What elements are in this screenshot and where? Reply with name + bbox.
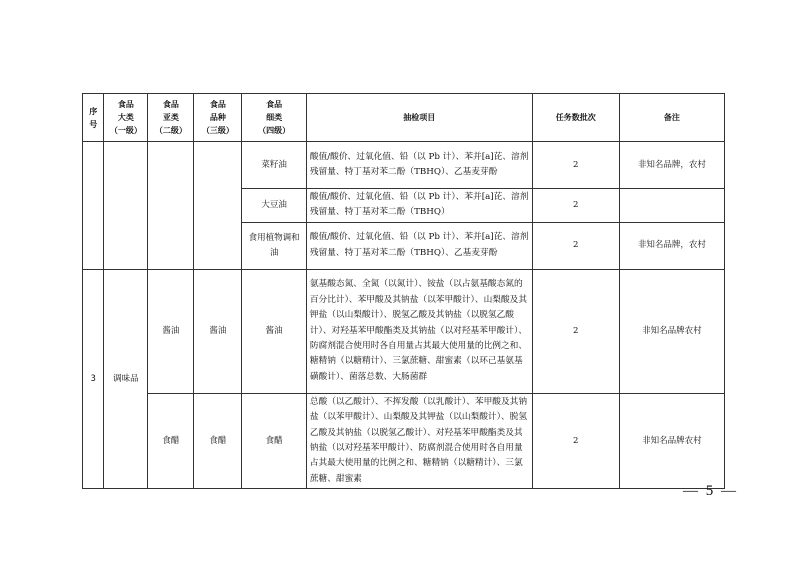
cell-cat2 <box>148 142 194 270</box>
table-row <box>83 142 725 189</box>
table-row <box>83 269 725 393</box>
cell-items: 酸值/酸价、过氧化值、铅（以 Pb 计）、苯并[a]芘、溶剂残留量、特丁基对苯二酚（TBHQ）、乙基麦芽酚 <box>306 142 532 189</box>
cell-cat1: 调味品 <box>104 269 148 488</box>
cell-cat2: 酱油 <box>148 269 194 393</box>
col-header-cat4: 食品 细类 （四级） <box>242 94 306 142</box>
cell-count: 2 <box>532 189 619 223</box>
cell-count: 2 <box>532 222 619 269</box>
header-row <box>83 94 725 142</box>
cell-items: 酸值/酸价、过氧化值、铅（以 Pb 计）、苯并[a]芘、溶剂残留量、特丁基对苯二酚（TBHQ）、乙基麦芽酚 <box>306 222 532 269</box>
cell-cat2: 食醋 <box>148 393 194 488</box>
col-header-note: 备注 <box>619 94 724 142</box>
cell-cat3: 酱油 <box>194 269 242 393</box>
cell-cat4: 食醋 <box>242 393 306 488</box>
col-header-cat2: 食品 亚类 （二级） <box>148 94 194 142</box>
cell-items: 氨基酸态氮、全氮（以氮计）、铵盐（以占氨基酸态氮的百分比计）、苯甲酸及其钠盐（以苯甲酸计）、山梨酸及其钾盐（以山梨酸计）、脱氢乙酸及其钠盐（以脱氢乙酸计）、对羟基苯甲酸酯类及其钠盐（以对羟基苯甲酸计）、防腐剂混合使用时各自用量占其最大使用量的比例之和、糖精钠（以糖精计）、三氯蔗糖、甜蜜素（以环己基氨基磺酸计）、菌落总数、大肠菌群 <box>306 269 532 393</box>
col-header-cat1: 食品 大类 （一级） <box>104 94 148 142</box>
cell-no: 3 <box>83 269 104 488</box>
cell-no <box>83 142 104 270</box>
cell-count: 2 <box>532 393 619 488</box>
col-header-cat3: 食品 品种 （三级） <box>194 94 242 142</box>
cell-cat3: 食醋 <box>194 393 242 488</box>
cell-note: 非知名品牌农村 <box>619 269 724 393</box>
cell-cat4: 大豆油 <box>242 189 306 223</box>
col-header-count: 任务数批次 <box>532 94 619 142</box>
cell-note: 非知名品牌农村 <box>619 393 724 488</box>
sampling-plan-table <box>82 93 725 489</box>
cell-cat4: 酱油 <box>242 269 306 393</box>
cell-cat1 <box>104 142 148 270</box>
cell-note: 非知名品牌，农村 <box>619 142 724 189</box>
cell-items: 总酸（以乙酸计）、不挥发酸（以乳酸计）、苯甲酸及其钠盐（以苯甲酸计）、山梨酸及其钾盐（以山梨酸计）、脱氢乙酸及其钠盐（以脱氢乙酸计）、对羟基苯甲酸酯类及其钠盐（以对羟基苯甲酸计）、防腐剂混合使用时各自用量占其最大使用量的比例之和、糖精钠（以糖精计）、三氯蔗糖、甜蜜素 <box>306 393 532 488</box>
cell-cat4: 食用植物调和油 <box>242 222 306 269</box>
cell-count: 2 <box>532 142 619 189</box>
cell-note: 非知名品牌，农村 <box>619 222 724 269</box>
cell-count: 2 <box>532 269 619 393</box>
col-header-no: 序 号 <box>83 94 104 142</box>
cell-items: 酸值/酸价、过氧化值、铅（以 Pb 计）、苯并[a]芘、溶剂残留量、特丁基对苯二酚（TBHQ） <box>306 189 532 223</box>
cell-cat3 <box>194 142 242 270</box>
table-row <box>83 393 725 488</box>
col-header-items: 抽检项目 <box>306 94 532 142</box>
page-number: — 5 — <box>683 483 738 499</box>
cell-note <box>619 189 724 223</box>
cell-cat4: 菜籽油 <box>242 142 306 189</box>
